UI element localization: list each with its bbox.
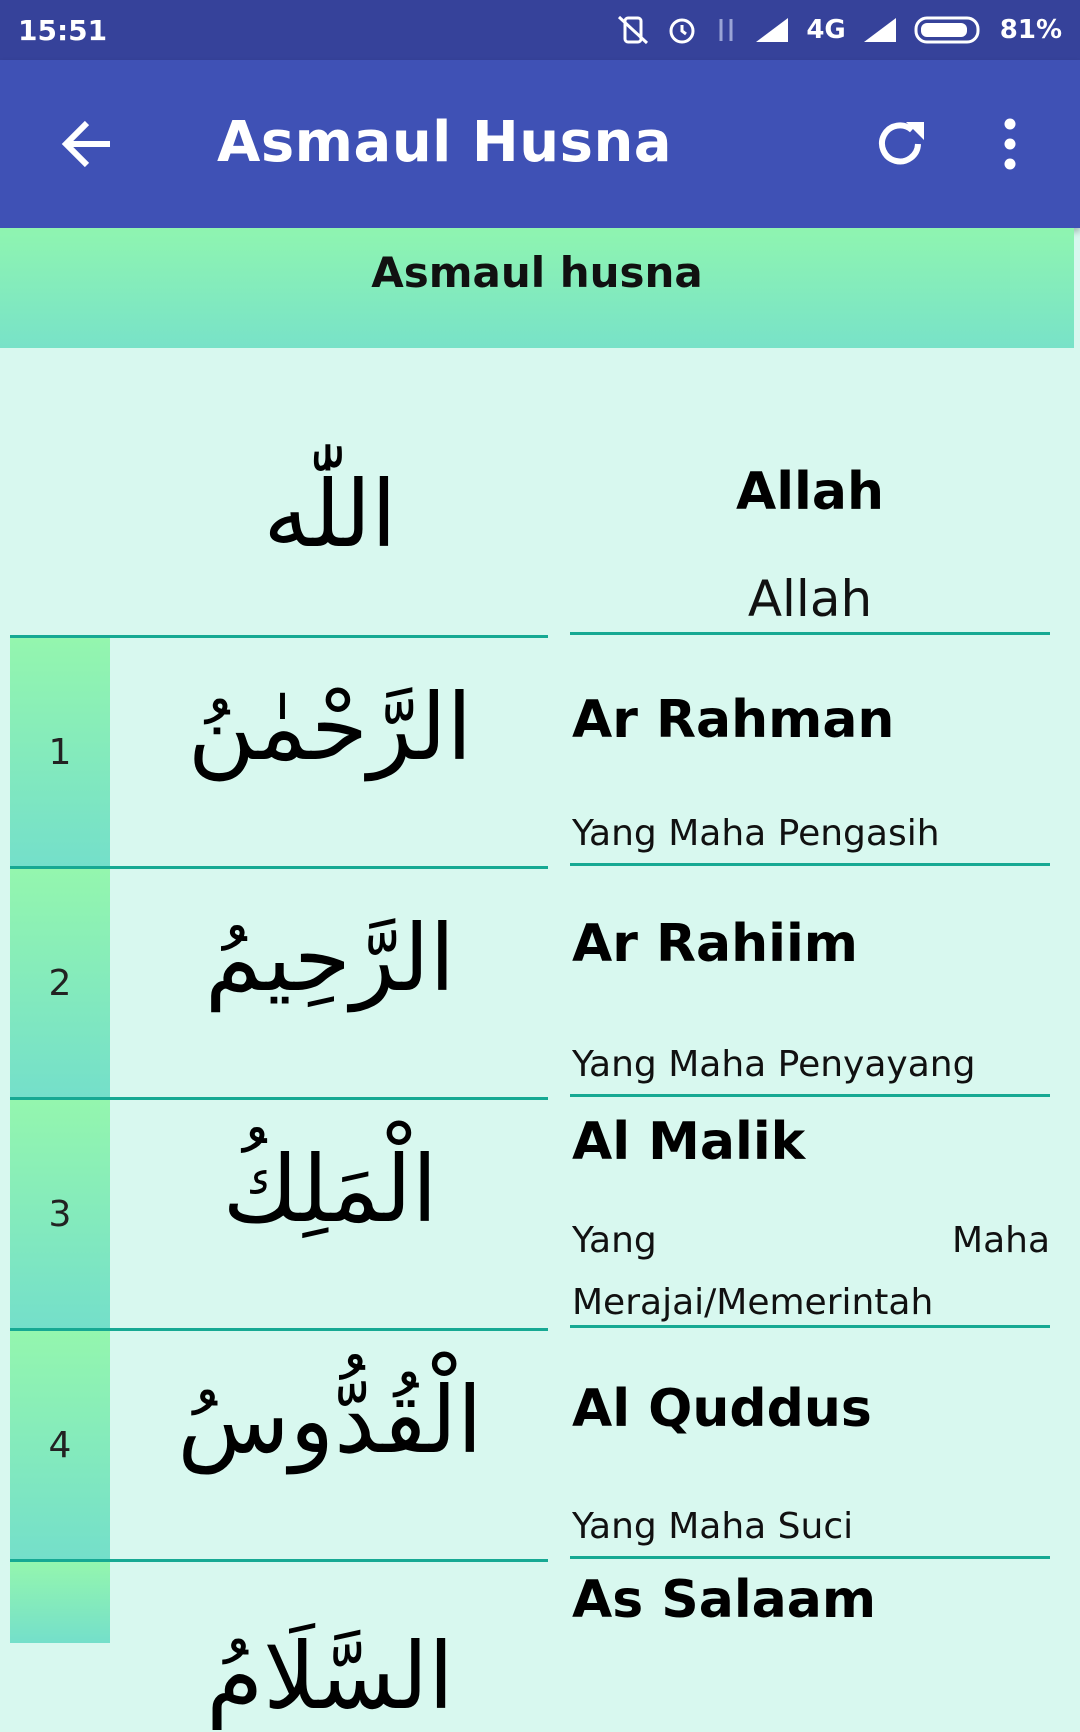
section-header — [0, 228, 1074, 348]
latin-name: Ar Rahiim — [572, 914, 858, 974]
row-divider — [570, 632, 1050, 635]
alarm-icon — [666, 14, 698, 46]
arabic-name: الرَّحِيمُ — [204, 905, 456, 1012]
refresh-button[interactable] — [868, 112, 932, 176]
arabic-name: اللّٰه — [263, 461, 397, 568]
row-divider — [570, 1094, 1050, 1097]
status-icons — [616, 14, 1062, 46]
data-transfer-icon — [714, 15, 738, 45]
section-title: Asmaul husna — [371, 248, 703, 297]
row-divider — [570, 863, 1050, 866]
row-divider — [570, 1556, 1050, 1559]
page-title: Asmaul Husna — [217, 110, 673, 175]
status-bar — [0, 0, 1080, 60]
list-item[interactable] — [0, 430, 1080, 640]
name-number: 2 — [10, 869, 110, 1098]
battery-level: 81% — [999, 15, 1062, 45]
latin-name: Ar Rahman — [572, 690, 895, 750]
signal-icon — [754, 16, 790, 44]
name-number: 3 — [10, 1100, 110, 1329]
latin-name: Al Malik — [572, 1112, 806, 1172]
signal-icon — [862, 16, 898, 44]
list-item[interactable] — [0, 869, 1080, 1100]
name-meaning: Allah — [747, 570, 873, 628]
name-meaning: Yang Maha Suci — [572, 1506, 854, 1547]
vibrate-off-icon — [616, 15, 650, 45]
back-button[interactable] — [52, 112, 122, 176]
name-meaning: Yang Maha Penyayang — [572, 1044, 976, 1085]
arrow-left-icon — [60, 119, 114, 169]
name-number: 1 — [10, 638, 110, 867]
list-item[interactable] — [0, 1100, 1080, 1331]
list-item[interactable] — [0, 1562, 1080, 1730]
name-meaning: Yang Maha Pengasih — [572, 813, 940, 854]
network-type: 4G — [806, 15, 846, 45]
more-options-button[interactable] — [978, 112, 1042, 176]
arabic-name: الْمَلِكُ — [222, 1136, 438, 1243]
arabic-name: السَّلَامُ — [206, 1623, 454, 1730]
list-item[interactable] — [0, 638, 1080, 869]
app-bar — [0, 60, 1080, 228]
refresh-icon — [872, 116, 928, 172]
list-item[interactable] — [0, 1331, 1080, 1562]
name-number: 4 — [10, 1331, 110, 1560]
battery-icon — [914, 15, 984, 45]
latin-name: Allah — [735, 462, 884, 522]
more-vert-icon — [1002, 118, 1018, 170]
row-divider — [570, 1325, 1050, 1328]
latin-name: As Salaam — [572, 1570, 877, 1630]
name-meaning: Yang Maha Merajai/Memerintah — [572, 1220, 1050, 1323]
arabic-name: الرَّحْمٰنُ — [187, 674, 473, 781]
status-time: 15:51 — [18, 13, 108, 47]
arabic-name: الْقُدُّوسُ — [177, 1367, 483, 1474]
name-number — [10, 1562, 110, 1643]
latin-name: Al Quddus — [572, 1379, 872, 1439]
